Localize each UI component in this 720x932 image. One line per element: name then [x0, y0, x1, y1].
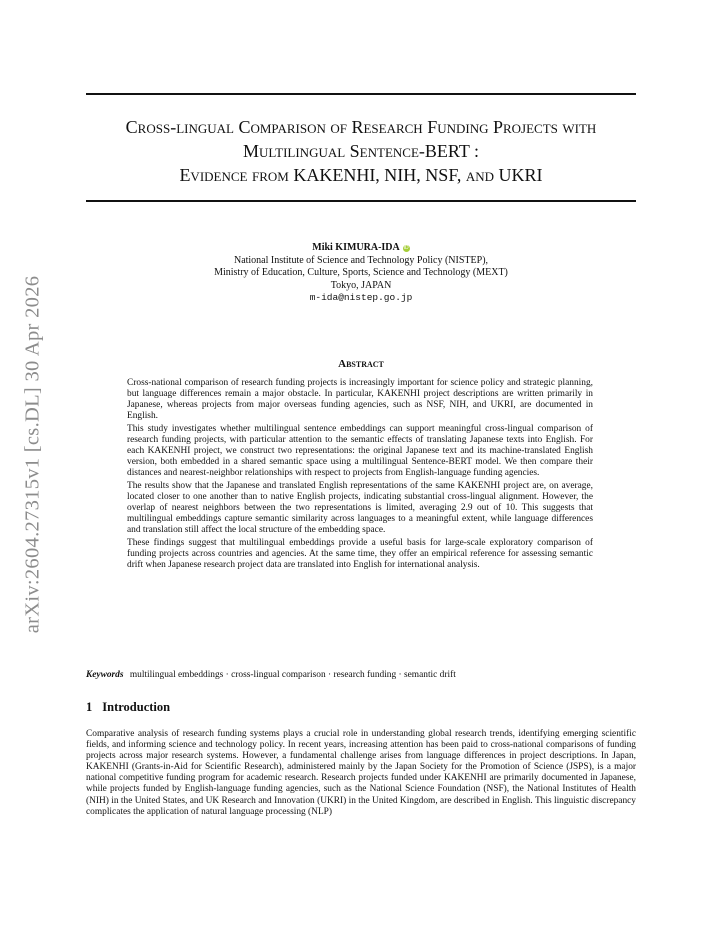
keywords-text: multilingual embeddings · cross-lingual comparison · research funding · semantic drift: [129, 670, 456, 680]
section-title: Introduction: [102, 700, 171, 714]
title-line-3: Evidence from KAKENHI, NIH, NSF, and UKRI: [179, 165, 543, 185]
section-heading: [86, 700, 170, 715]
abstract-paragraph-1: Cross-national comparison of research funding projects is increasingly important for science policy and strategic planning, but language differences remain a major obstacle. In particular, KAKENHI project descriptions are written primarily in Japanese, whereas projects from major overseas funding agencies, such as NSF, NIH, and UKRI, are documented in English.: [127, 378, 593, 422]
abstract-paragraph-2: This study investigates whether multilingual sentence embeddings can support meaningful cross-lingual comparison of research funding projects, with particular attention to the semantic effects of translating Japanese texts into English. For each KAKENHI project, we construct two representations: the original Japanese text and its machine-translated English version, both embedded in a shared semantic space using a multilingual Sentence-BERT model. We then compare their distances and nearest-neighbor relationships with respect to projects from English-language funding agencies.: [127, 423, 593, 479]
paper-title: [86, 115, 636, 187]
arxiv-id-text: arXiv:2604.27315v1 [cs.DL] 30 Apr 2026: [21, 275, 44, 633]
section-number: 1: [86, 700, 93, 714]
keywords-label: Keywords: [86, 670, 124, 680]
arxiv-side-stamp: [18, 258, 48, 650]
abstract-heading: Abstract: [338, 358, 384, 370]
author-affiliation-3: Tokyo, JAPAN: [330, 279, 392, 291]
introduction-paragraph: Comparative analysis of research funding systems plays a crucial role in understanding global research trends, identifying emerging scientific fields, and informing science and technology policy. In recent years, increasing attention has been paid to cross-national comparisons of funding projects across major research systems. However, a fundamental challenge arises from language differences in project descriptions. In Japan, KAKENHI (Grants-in-Aid for Scientific Research), administered mainly by the Japan Society for the Promotion of Science (JSPS), is a major national competitive funding program for academic research. Research projects funded under KAKENHI are primarily documented in Japanese, while projects funded by English-language funding agencies, such as the National Science Foundation (NSF), the National Institutes of Health (NIH) in the United States, and UK Research and Innovation (UKRI) in the United Kingdom, are described in English. This linguistic discrepancy complicates the application of natural language processing (NLP): [86, 729, 636, 817]
author-affiliation-2: Ministry of Education, Culture, Sports, Science and Technology (MEXT): [214, 267, 508, 278]
title-top-rule: [86, 93, 636, 95]
author-affiliation-1: National Institute of Science and Technology Policy (NISTEP),: [233, 254, 489, 266]
orcid-icon[interactable]: iD: [403, 245, 409, 251]
author-name: Miki KIMURA-IDA: [312, 242, 400, 253]
keywords-line: [86, 669, 636, 681]
abstract-body: [127, 378, 593, 573]
author-block: [86, 242, 636, 305]
title-bottom-rule: [86, 200, 636, 202]
abstract-paragraph-4: These findings suggest that multilingual embeddings provide a useful basis for large-scale exploratory comparison of funding projects across countries and agencies. At the same time, they offer an empirical reference for assessing semantic drift when Japanese research project data are translated into English for international analysis.: [127, 538, 593, 571]
title-line-1: Cross-lingual Comparison of Research Funding Projects with: [125, 117, 597, 137]
author-email[interactable]: m-ida@nistep.go.jp: [309, 292, 413, 303]
abstract-paragraph-3: The results show that the Japanese and translated English representations of the same KAKENHI project are, on average, located closer to one another than to native English projects, indicating substantial cross-lingual alignment. However, the overlap of nearest neighbors between the two representations is limited, averaging 2.9 out of 10. This suggests that multilingual embeddings capture semantic similarity across languages to a meaningful extent, while language differences and translation still affect the local structure of the embedding space.: [127, 481, 593, 536]
title-line-2: Multilingual Sentence-BERT :: [243, 141, 479, 161]
